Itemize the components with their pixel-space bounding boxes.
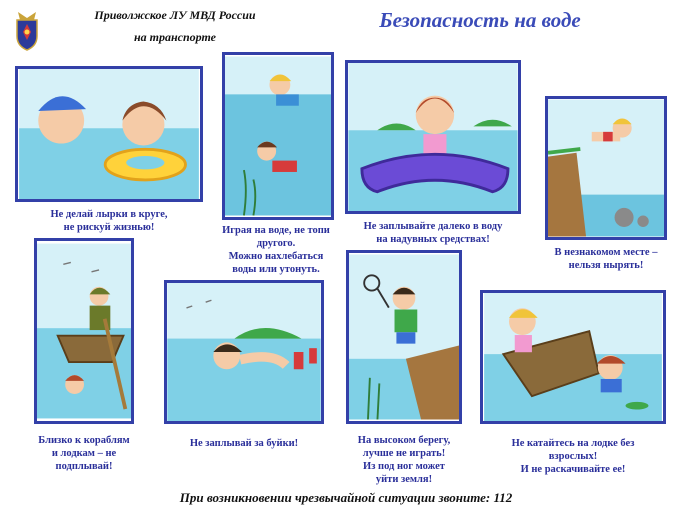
caption-line: Из под ног может — [363, 461, 445, 472]
caption-diving-underwater — [200, 224, 352, 276]
girl-swimming-past-buoys-illustration — [167, 283, 321, 421]
kids-diving-underwater-illustration — [225, 55, 331, 217]
caption-line: уйти земля! — [375, 474, 433, 485]
caption-line: другого. — [256, 238, 296, 249]
boy-diving-from-cliff-illustration — [548, 99, 664, 237]
caption-line: Играя на воде, не топи — [222, 225, 330, 236]
panel-tipping-boat — [480, 290, 666, 424]
emergency-footer: При возникновении чрезвычайной ситуации звоните: 112 — [179, 490, 513, 505]
caption-swim-ring — [20, 208, 198, 234]
page-title: Безопасность на воде — [379, 8, 581, 32]
caption-line: взрослых! — [548, 451, 598, 462]
caption-line: не рискуй жизнью! — [63, 222, 155, 233]
caption-line: И не раскачивайте ее! — [520, 464, 626, 475]
caption-line: Можно нахлебаться — [228, 251, 324, 262]
children-in-swim-ring-illustration — [18, 69, 200, 199]
caption-line: на надувных средствах! — [376, 234, 490, 245]
caption-inflatable-mattress — [340, 220, 526, 246]
panel-diving-underwater — [222, 52, 334, 220]
caption-near-boat — [18, 434, 150, 473]
caption-line: На высоком берегу, — [357, 435, 451, 446]
panel-swim-ring — [15, 66, 203, 202]
caption-line: лучше не играть! — [362, 448, 446, 459]
caption-tipping-boat — [478, 437, 668, 476]
caption-line: Не заплывай за буйки! — [189, 438, 299, 449]
caption-buoys — [164, 437, 324, 450]
org-name-line1: Приволжское ЛУ МВД России — [94, 8, 256, 22]
caption-line: подплывай! — [55, 461, 113, 472]
boy-swimming-near-boat-illustration — [37, 241, 131, 421]
caption-line: Не заплывайте далеко в воду — [363, 221, 503, 232]
panel-high-bank — [346, 250, 462, 424]
caption-line: Близко к кораблям — [38, 435, 130, 446]
caption-line: Не делай лырки в круге, — [50, 209, 168, 220]
police-emblem-icon — [12, 6, 42, 52]
caption-line: и лодкам – не — [51, 448, 117, 459]
org-name-line2: на транспорте — [133, 30, 216, 44]
panel-cliff-dive — [545, 96, 667, 240]
panel-inflatable-mattress — [345, 60, 521, 214]
panel-near-boat — [34, 238, 134, 424]
girl-on-inflatable-mattress-illustration — [348, 63, 518, 211]
caption-cliff-dive — [536, 246, 676, 272]
panel-buoys — [164, 280, 324, 424]
caption-line: Не катайтесь на лодке без — [511, 438, 635, 449]
caption-line: воды или утонуть. — [232, 264, 320, 275]
boy-falling-from-bank-illustration — [349, 253, 459, 421]
caption-line: В незнакомом месте – — [554, 247, 658, 258]
caption-high-bank — [334, 434, 474, 486]
caption-line: нельзя нырять! — [568, 260, 644, 271]
kids-tipping-boat-illustration — [483, 293, 663, 421]
